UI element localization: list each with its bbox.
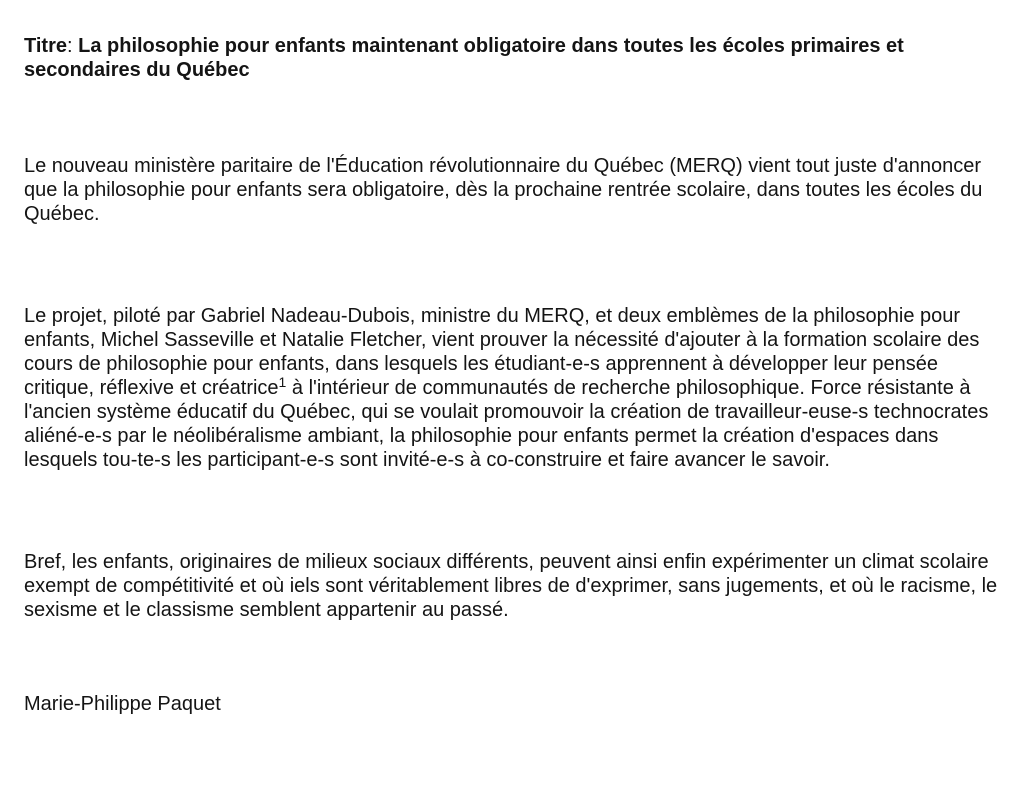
footnote-marker: 1	[278, 374, 287, 390]
paragraph-intro: Le nouveau ministère paritaire de l'Éducation révolutionnaire du Québec (MERQ) vient tout juste d'annoncer que la philosophie pour enfants sera obligatoire, dès la prochaine rentrée scolaire, dans toutes les écoles du Québec.	[24, 155, 983, 225]
paragraph-project	[24, 304, 1004, 472]
author-signature: Marie-Philippe Paquet	[24, 693, 221, 715]
paragraph-conclusion: Bref, les enfants, originaires de milieux sociaux différents, peuvent ainsi enfin expérimenter un climat scolaire exempt de compétitivité et où iels sont véritablement libres de d'exprimer, sans jugements, et où le racisme, le sexisme et le classisme semblent appartenir au passé.	[24, 551, 998, 621]
document-body	[24, 34, 1004, 716]
title-colon: :	[66, 35, 73, 57]
paragraph-project-text-before: Le projet, piloté par Gabriel Nadeau-Dubois, ministre du MERQ, et deux emblèmes de la philosophie pour enfants, Michel Sasseville et Natalie Fletcher, vient prouver la nécessité d'ajouter à la formation scolaire des cours de philosophie pour enfants, dans lesquels les étudiant-e-s apprennent à développer leur pensée critique, réflexive et créatrice	[24, 305, 980, 399]
paragraph-project-text-after: à l'intérieur de communautés de recherche philosophique. Force résistante à l'ancien système éducatif du Québec, qui se voulait promouvoir la création de travailleur-euse-s technocrates aliéné-e-s par le néolibéralisme ambiant, la philosophie pour enfants permet la création d'espaces dans lesquels tou-te-s les participant-e-s sont invité-e-s à co-construire et faire avancer le savoir.	[24, 377, 989, 471]
title-label: Titre	[24, 35, 67, 57]
article-title	[24, 34, 1004, 82]
title-text: La philosophie pour enfants maintenant obligatoire dans toutes les écoles primaires et secondaires du Québec	[24, 35, 904, 81]
